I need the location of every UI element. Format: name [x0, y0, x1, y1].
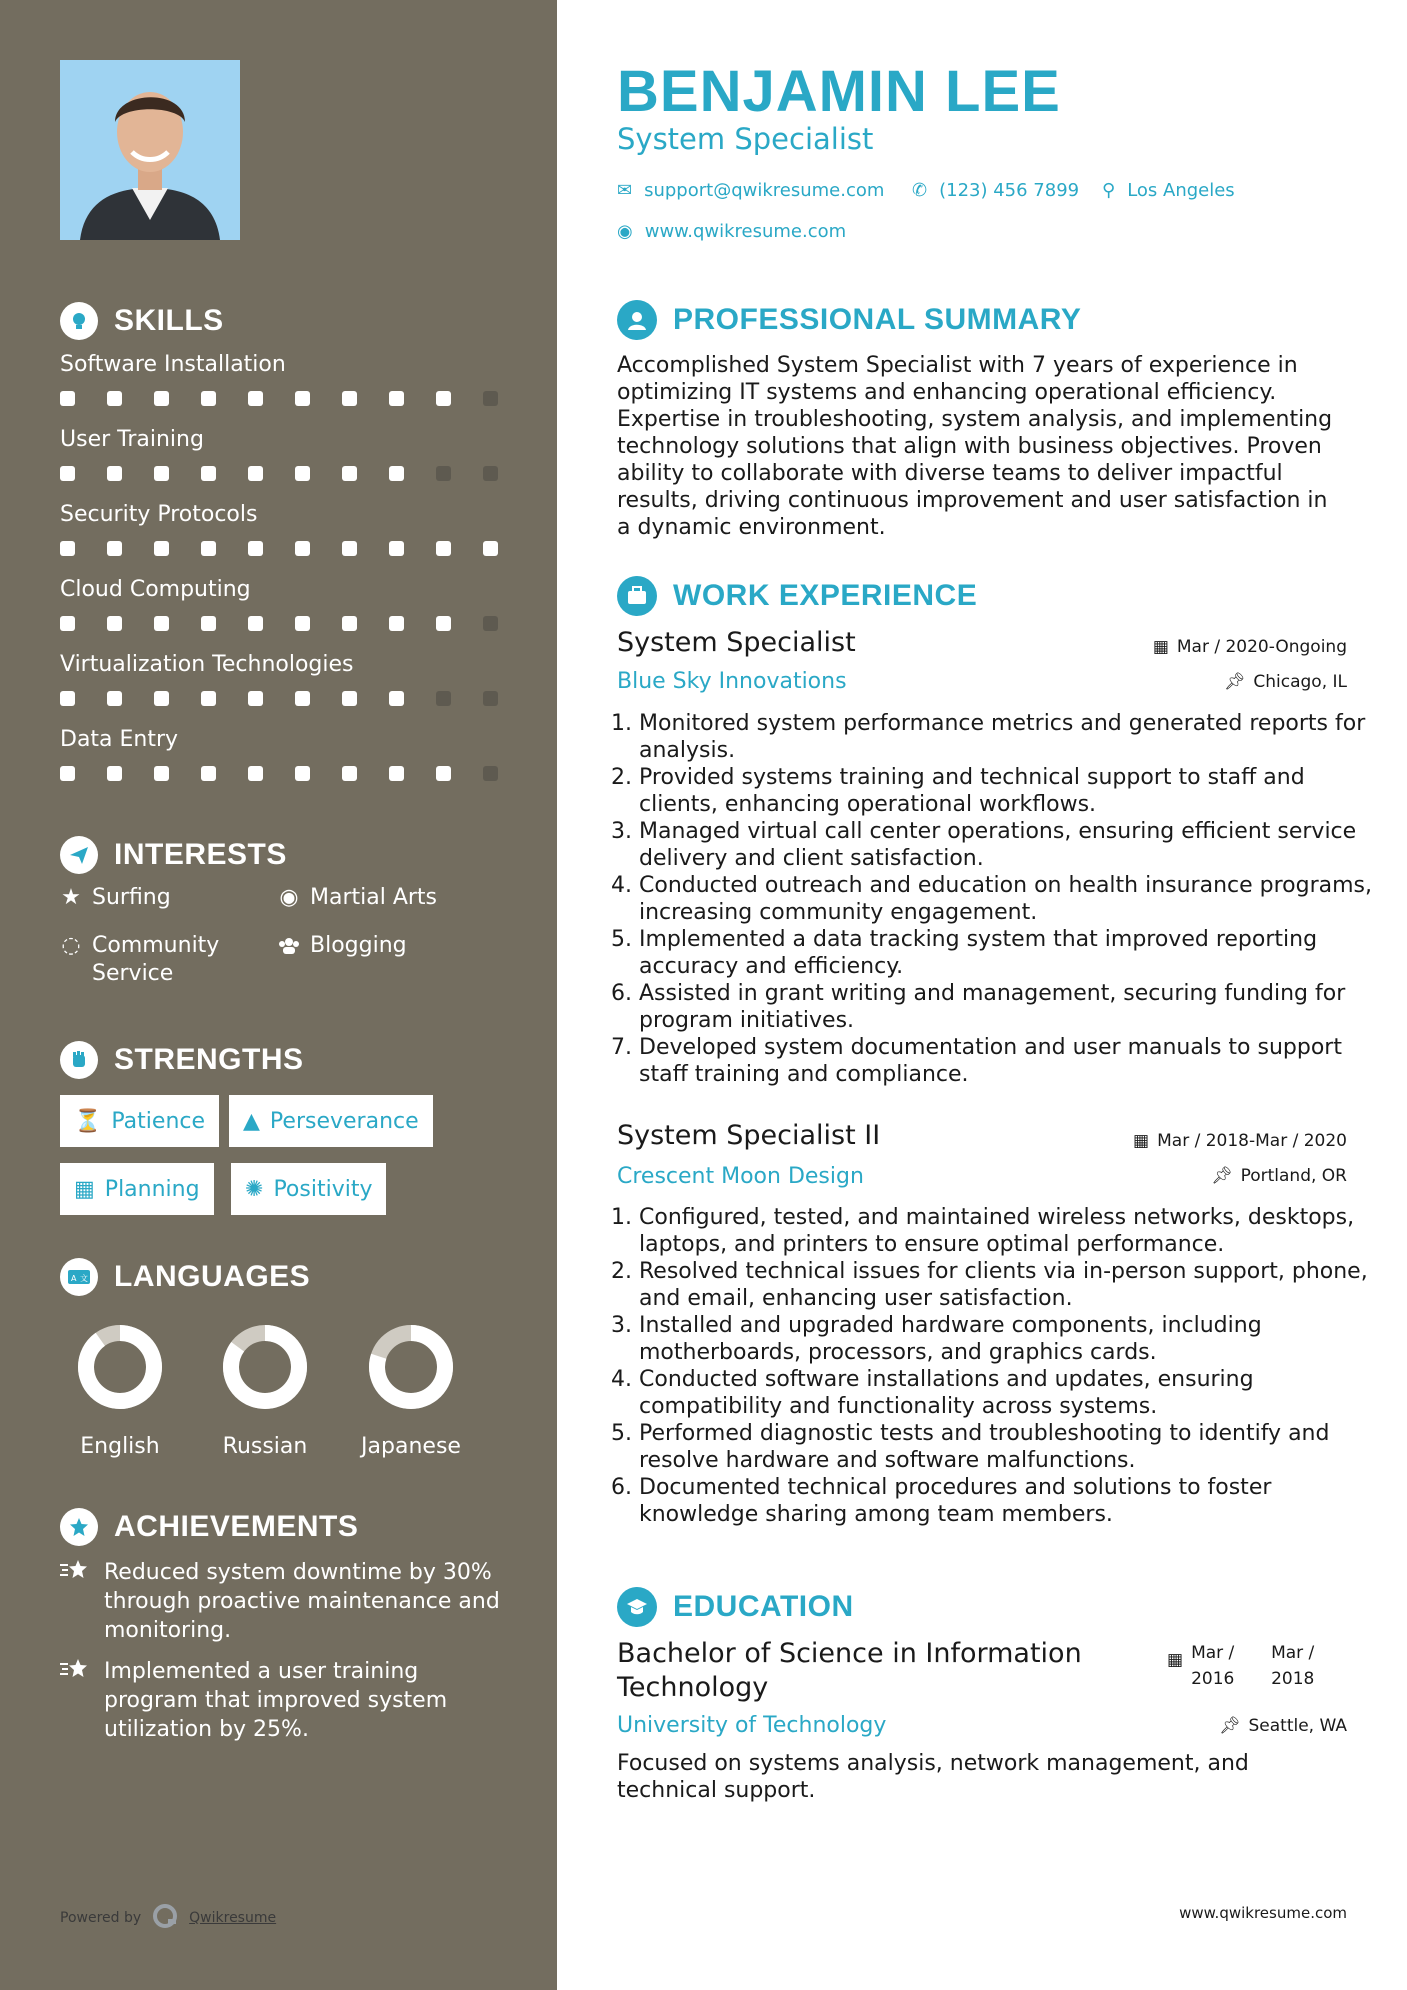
- section-title: PROFESSIONAL SUMMARY: [673, 303, 1082, 336]
- fist-icon: [60, 1041, 98, 1079]
- skill-name: Data Entry: [60, 727, 179, 752]
- rating-dot: [248, 691, 263, 706]
- briefcase-icon: [617, 576, 657, 616]
- job-location: [1211, 1166, 1347, 1186]
- achievements-heading: [60, 1508, 358, 1546]
- qwikresume-logo-icon: [151, 1902, 179, 1934]
- rating-dot: [201, 391, 216, 406]
- rating-dot: [342, 541, 357, 556]
- interest-label: Surfing: [92, 885, 171, 910]
- company-name: Blue Sky Innovations: [617, 669, 847, 694]
- location-text: Portland, OR: [1240, 1166, 1347, 1186]
- rating-dot: [436, 391, 451, 406]
- summary-text: Accomplished System Specialist with 7 years of experience in optimizing IT systems and enhancing operational efficiency. Expertise in troubleshooting, system analysis, and implementing technology solutions that align with business objectives. Proven ability to collaborate with diverse teams to deliver impactful results, driving continuous improvement and user satisfaction in a dynamic environment.: [617, 353, 1333, 540]
- language-item: [45, 1322, 195, 1459]
- language-item: [336, 1322, 486, 1459]
- language-name: English: [80, 1434, 160, 1459]
- rating-dot: [483, 466, 498, 481]
- education-heading: [617, 1587, 854, 1627]
- language-name: Japanese: [361, 1434, 461, 1459]
- achievement-text: Implemented a user training program that improved system utilization by 25%.: [104, 1659, 448, 1742]
- language-level-ring: [45, 1322, 195, 1412]
- duty-item: 3. Installed and upgraded hardware components, including motherboards, processors, and graphics cards.: [639, 1312, 1379, 1366]
- contact-location: [1102, 180, 1235, 201]
- rating-dot: [154, 541, 169, 556]
- job-title: System Specialist II: [617, 1120, 881, 1151]
- medal-icon: [60, 1558, 92, 1645]
- handshake-icon: ◌: [61, 933, 81, 958]
- rating-dot: [154, 466, 169, 481]
- pushpin-icon: 📌︎: [1210, 1166, 1233, 1186]
- duty-item: 2. Resolved technical issues for clients via in-person support, phone, and email, enhancing user satisfaction.: [639, 1258, 1379, 1312]
- rating-dot: [201, 541, 216, 556]
- interest-item: [60, 884, 171, 912]
- rating-dot: [436, 466, 451, 481]
- hourglass-icon: ⏳: [74, 1108, 102, 1134]
- website-text: www.qwikresume.com: [644, 221, 847, 242]
- strength-label: Positivity: [273, 1176, 373, 1202]
- rating-dot: [60, 766, 75, 781]
- sidebar: [0, 0, 557, 1990]
- rating-dot: [248, 466, 263, 481]
- contact-email[interactable]: [617, 180, 884, 201]
- rating-dot: [154, 766, 169, 781]
- job-location: [1224, 672, 1347, 692]
- duty-item: 6. Documented technical procedures and solutions to foster knowledge sharing among team members.: [639, 1474, 1379, 1528]
- rating-dot: [60, 391, 75, 406]
- pushpin-icon: 📌︎: [1223, 672, 1246, 692]
- lightbulb-icon: [60, 302, 98, 340]
- contact-phone[interactable]: [912, 180, 1079, 201]
- interest-item: [278, 884, 437, 912]
- languages-heading: [60, 1258, 310, 1296]
- rating-dot: [295, 391, 310, 406]
- rating-dot: [483, 541, 498, 556]
- section-title: INTERESTS: [114, 838, 287, 871]
- interest-label: Martial Arts: [310, 885, 438, 910]
- rating-dot: [248, 766, 263, 781]
- skill-name: Security Protocols: [60, 502, 258, 527]
- interest-item: [60, 932, 260, 988]
- strength-tag: [60, 1095, 219, 1147]
- svg-text:文: 文: [80, 1274, 88, 1283]
- achievement-text: Reduced system downtime by 30% through proactive maintenance and monitoring.: [104, 1560, 500, 1643]
- duty-item: 2. Provided systems training and technical support to staff and clients, enhancing operational workflows.: [639, 764, 1379, 818]
- section-title: EDUCATION: [673, 1590, 854, 1623]
- svg-text:A: A: [71, 1274, 77, 1283]
- skill-name: Cloud Computing: [60, 577, 251, 602]
- rating-dot: [483, 766, 498, 781]
- user-icon: [617, 300, 657, 340]
- duty-item: 1. Configured, tested, and maintained wireless networks, desktops, laptops, and printers to ensure optimal performance.: [639, 1204, 1379, 1258]
- education-location: [1219, 1716, 1347, 1736]
- rating-dot: [342, 766, 357, 781]
- skill-name: Software Installation: [60, 352, 286, 377]
- skill-rating: [60, 391, 498, 406]
- email-text: support@qwikresume.com: [644, 180, 885, 201]
- rating-dot: [295, 616, 310, 631]
- ring-fill: [86, 1333, 154, 1401]
- company-name: Crescent Moon Design: [617, 1164, 864, 1189]
- rating-dot: [201, 691, 216, 706]
- education-dates: [1167, 1640, 1327, 1692]
- strength-tag: [60, 1163, 214, 1215]
- calendar-icon: ▦: [1133, 1131, 1150, 1151]
- rating-dot: [248, 541, 263, 556]
- rating-dot: [436, 691, 451, 706]
- school-name: University of Technology: [617, 1713, 887, 1738]
- rating-dot: [60, 466, 75, 481]
- start-date: Mar / 2016: [1191, 1643, 1235, 1689]
- job-duties: [617, 710, 1379, 1088]
- medal-icon: [60, 1657, 92, 1744]
- achievement-item: [60, 1558, 510, 1645]
- footer-website[interactable]: www.qwikresume.com: [1179, 1904, 1347, 1922]
- calendar-icon: ▦: [1152, 637, 1169, 657]
- language-item: [190, 1322, 340, 1459]
- rating-dot: [107, 466, 122, 481]
- rating-dot: [248, 391, 263, 406]
- rating-dot: [154, 691, 169, 706]
- rating-dot: [107, 766, 122, 781]
- candidate-name: BENJAMIN LEE: [617, 59, 1061, 124]
- road-icon: ▲: [243, 1108, 260, 1134]
- rating-dot: [389, 691, 404, 706]
- pushpin-icon: 📌︎: [1218, 1716, 1241, 1736]
- rating-dot: [154, 391, 169, 406]
- users-icon: [278, 935, 300, 957]
- strength-tag: [231, 1163, 386, 1215]
- rating-dot: [342, 391, 357, 406]
- duty-item: 5. Performed diagnostic tests and troubleshooting to identify and resolve hardware and software malfunctions.: [639, 1420, 1379, 1474]
- rating-dot: [436, 766, 451, 781]
- interest-label: Blogging: [310, 933, 407, 958]
- education-description: Focused on systems analysis, network management, and technical support.: [617, 1751, 1249, 1803]
- skill-name: User Training: [60, 427, 204, 452]
- graduation-icon: [617, 1587, 657, 1627]
- section-title: LANGUAGES: [114, 1260, 311, 1293]
- calendar-icon: ▦: [74, 1176, 95, 1202]
- rating-dot: [389, 466, 404, 481]
- duty-item: 4. Conducted outreach and education on health insurance programs, increasing community engagement.: [639, 872, 1379, 926]
- skill-name: Virtualization Technologies: [60, 652, 354, 677]
- star-icon: ★: [61, 885, 81, 910]
- rating-dot: [389, 766, 404, 781]
- skill-rating: [60, 541, 498, 556]
- rating-dot: [342, 691, 357, 706]
- powered-label: Powered by: [60, 1910, 142, 1926]
- profile-photo: [60, 60, 240, 240]
- skill-rating: [60, 691, 498, 706]
- language-icon: [60, 1258, 98, 1296]
- rating-dot: [295, 541, 310, 556]
- rating-dot: [295, 766, 310, 781]
- interests-heading: [60, 836, 287, 874]
- main-content: [557, 0, 1407, 1990]
- rating-dot: [483, 616, 498, 631]
- phone-text: (123) 456 7899: [939, 180, 1080, 201]
- rating-dot: [342, 466, 357, 481]
- globe-icon: ◉: [279, 885, 299, 910]
- phone-icon: ✆: [912, 180, 928, 201]
- candidate-title: System Specialist: [617, 122, 874, 156]
- map-pin-icon: ⚲: [1102, 180, 1116, 201]
- experience-heading: [617, 576, 977, 616]
- job-dates: [1153, 637, 1347, 657]
- contact-website[interactable]: [617, 221, 846, 242]
- rating-dot: [107, 391, 122, 406]
- rating-dot: [154, 616, 169, 631]
- rating-dot: [60, 616, 75, 631]
- date-separator: [1255, 1640, 1263, 1692]
- rating-dot: [436, 541, 451, 556]
- summary-heading: [617, 300, 1081, 340]
- job-title: System Specialist: [617, 627, 856, 658]
- calendar-icon: ▦: [1167, 1650, 1184, 1670]
- rating-dot: [201, 616, 216, 631]
- powered-by: [60, 1902, 276, 1934]
- rating-dot: [107, 616, 122, 631]
- location-text: Seattle, WA: [1248, 1716, 1347, 1736]
- language-name: Russian: [222, 1434, 308, 1459]
- sun-icon: ✺: [245, 1176, 264, 1202]
- interest-label: Community Service: [92, 933, 220, 986]
- language-level-ring: [190, 1322, 340, 1412]
- duty-item: 7. Developed system documentation and user manuals to support staff training and compliance.: [639, 1034, 1379, 1088]
- duty-item: 1. Monitored system performance metrics and generated reports for analysis.: [639, 710, 1379, 764]
- section-title: STRENGTHS: [114, 1043, 304, 1076]
- achievement-item: [60, 1657, 510, 1744]
- interest-item: [278, 932, 407, 960]
- section-title: ACHIEVEMENTS: [114, 1510, 359, 1543]
- degree-title: Bachelor of Science in Information Technology: [617, 1638, 1082, 1703]
- rating-dot: [483, 691, 498, 706]
- rating-dot: [389, 541, 404, 556]
- duty-item: 4. Conducted software installations and updates, ensuring compatibility and functionality across systems.: [639, 1366, 1379, 1420]
- rating-dot: [60, 691, 75, 706]
- rating-dot: [295, 466, 310, 481]
- paper-plane-icon: [60, 836, 98, 874]
- rating-dot: [201, 766, 216, 781]
- section-title: WORK EXPERIENCE: [673, 579, 978, 612]
- strength-label: Patience: [111, 1108, 206, 1134]
- dates-text: Mar / 2020-Ongoing: [1176, 637, 1347, 657]
- strength-label: Planning: [104, 1176, 200, 1202]
- dates-text: Mar / 2018-Mar / 2020: [1157, 1131, 1347, 1151]
- rating-dot: [389, 391, 404, 406]
- rating-dot: [436, 616, 451, 631]
- duty-item: 5. Implemented a data tracking system that improved reporting accuracy and efficiency.: [639, 926, 1379, 980]
- skill-rating: [60, 766, 498, 781]
- rating-dot: [248, 616, 263, 631]
- rating-dot: [342, 616, 357, 631]
- location-text: Los Angeles: [1127, 180, 1235, 201]
- duty-item: 6. Assisted in grant writing and management, securing funding for program initiatives.: [639, 980, 1379, 1034]
- skills-heading: [60, 302, 224, 340]
- rating-dot: [107, 691, 122, 706]
- trophy-icon: [60, 1508, 98, 1546]
- rating-dot: [295, 691, 310, 706]
- location-text: Chicago, IL: [1253, 672, 1347, 692]
- skill-rating: [60, 616, 498, 631]
- rating-dot: [107, 541, 122, 556]
- language-level-ring: [336, 1322, 486, 1412]
- job-duties: [617, 1204, 1379, 1528]
- qwikresume-link[interactable]: Qwikresume: [189, 1910, 277, 1926]
- skill-rating: [60, 466, 498, 481]
- job-dates: [1133, 1131, 1347, 1151]
- rating-dot: [483, 391, 498, 406]
- rating-dot: [60, 541, 75, 556]
- rating-dot: [389, 616, 404, 631]
- strength-tag: [229, 1095, 433, 1147]
- globe-icon: ◉: [617, 221, 633, 242]
- duty-item: 3. Managed virtual call center operations, ensuring efficient service delivery and client satisfaction.: [639, 818, 1379, 872]
- strength-label: Perseverance: [269, 1108, 419, 1134]
- rating-dot: [201, 466, 216, 481]
- envelope-icon: ✉: [617, 180, 633, 201]
- strengths-heading: [60, 1041, 304, 1079]
- section-title: SKILLS: [114, 304, 224, 337]
- end-date: Mar / 2018: [1271, 1643, 1315, 1689]
